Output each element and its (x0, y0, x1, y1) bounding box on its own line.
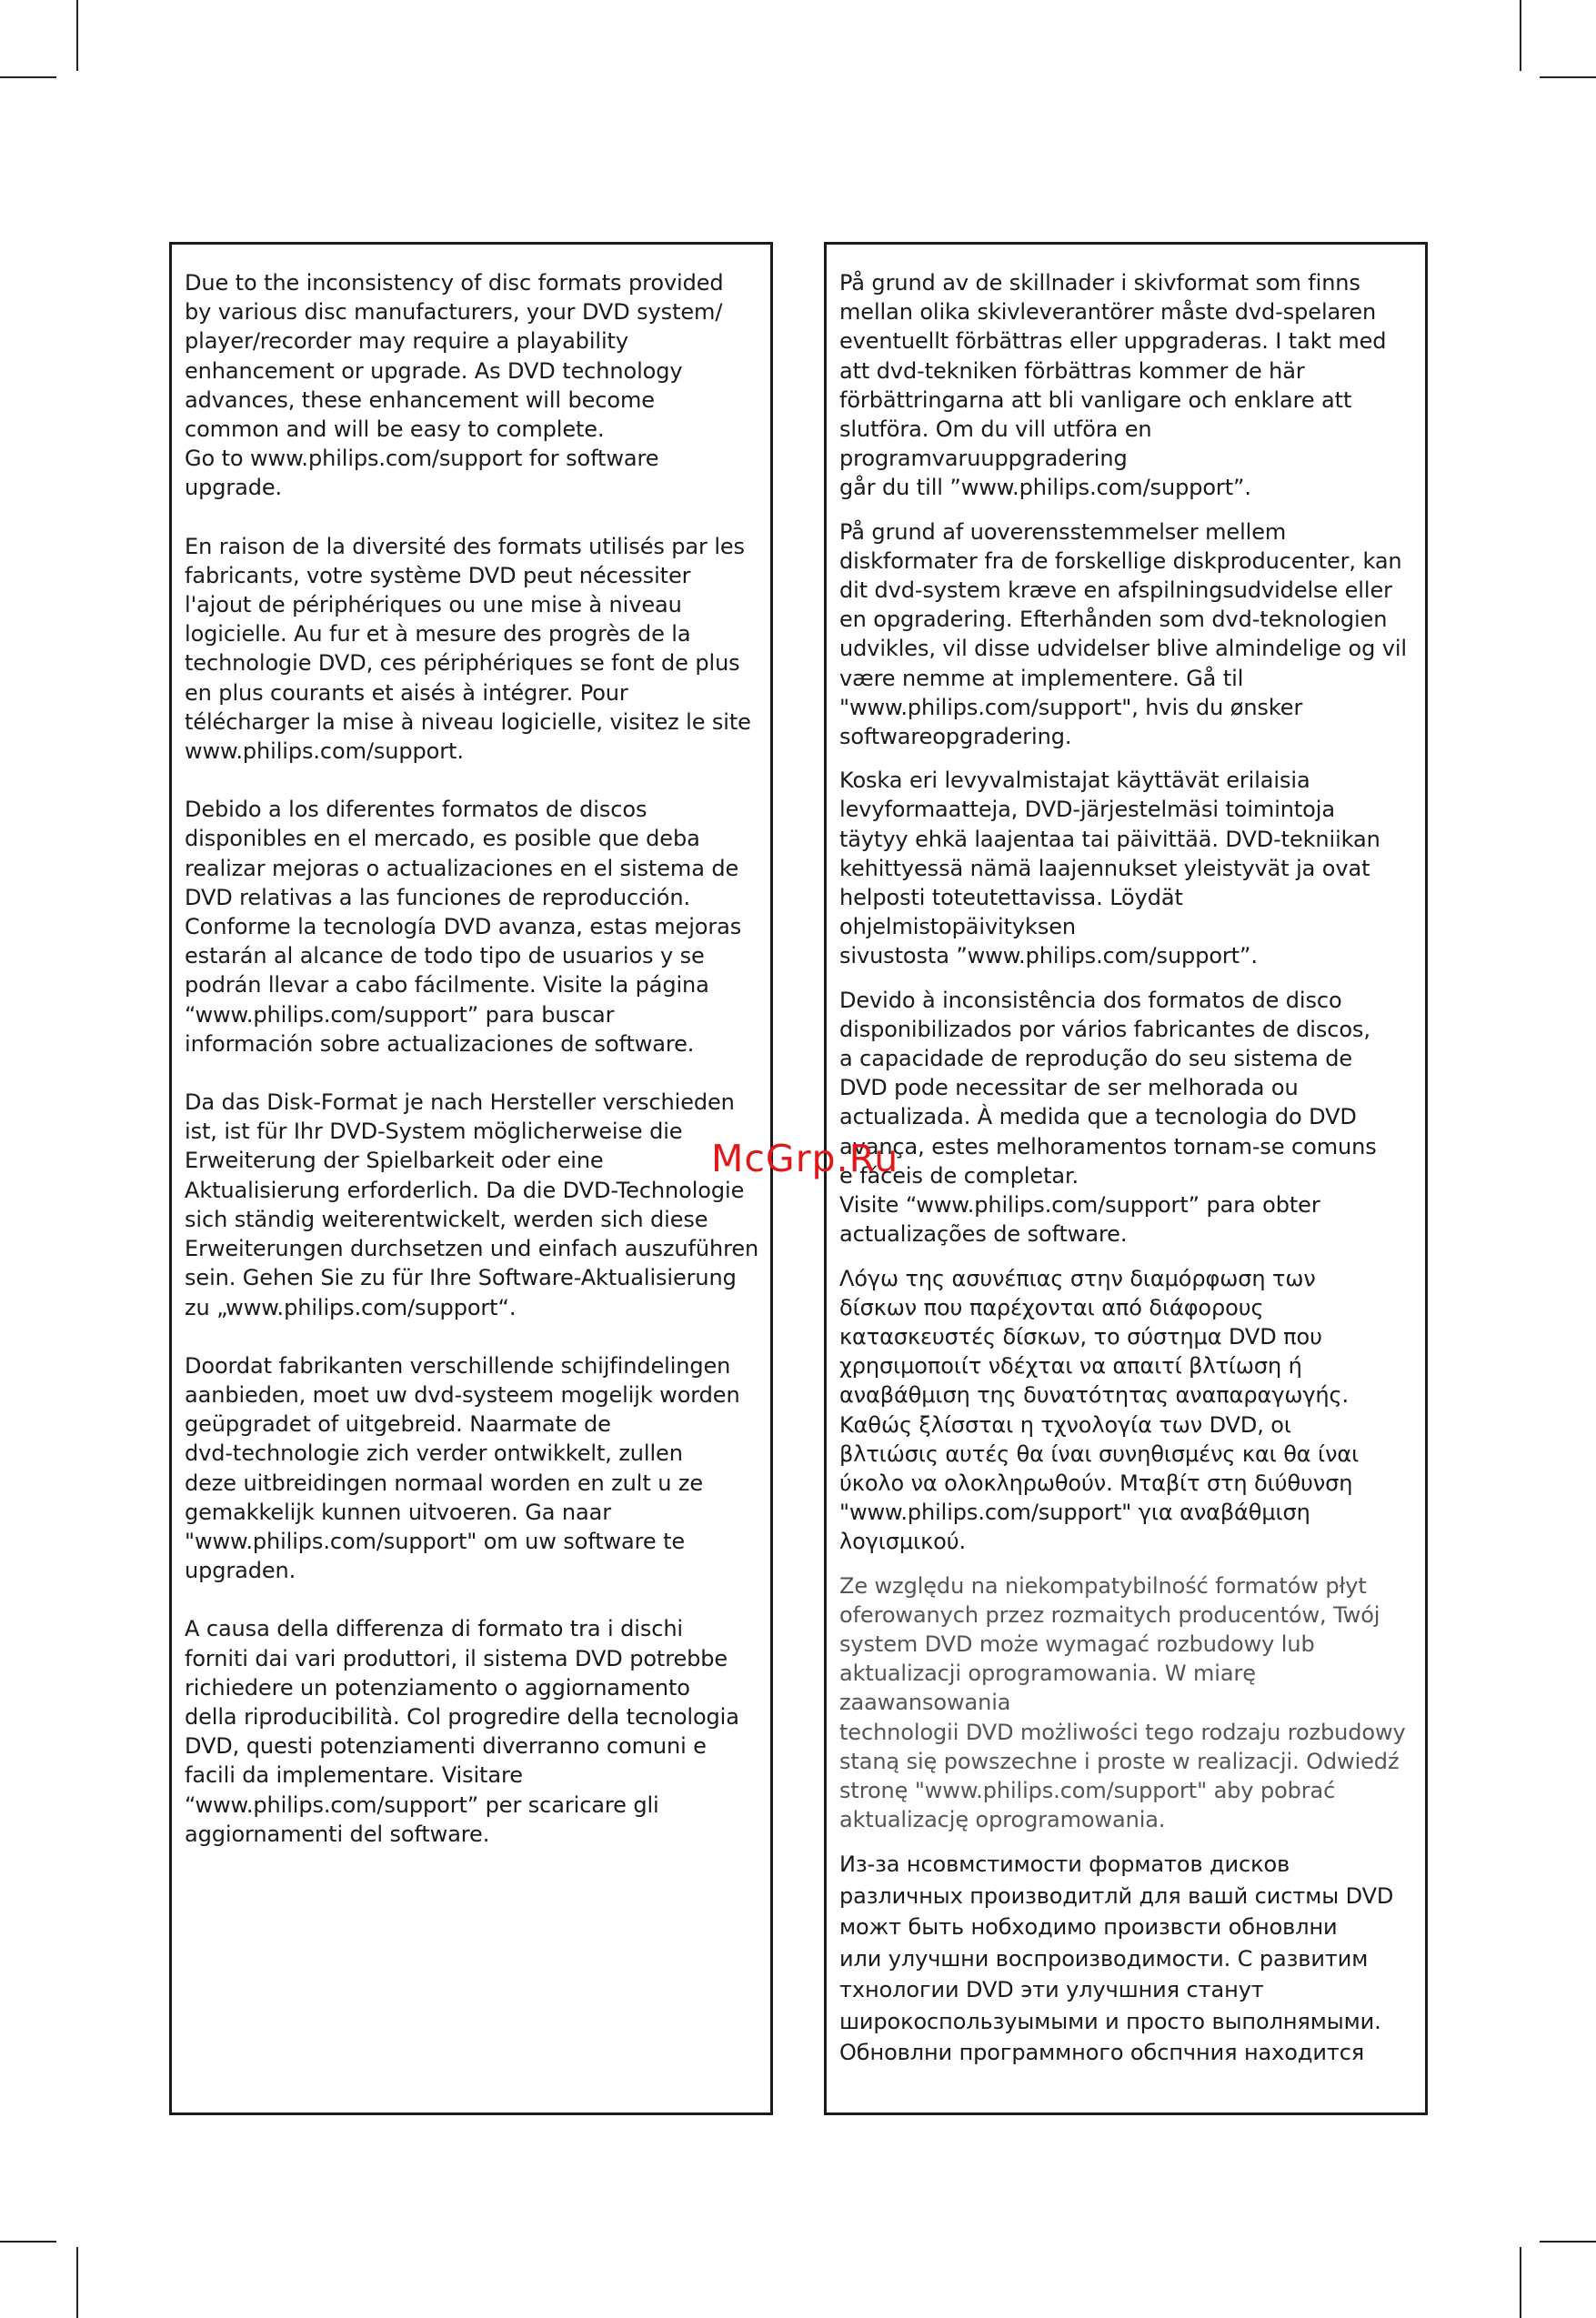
crop-mark (0, 76, 56, 78)
left-text-column (169, 242, 773, 2115)
watermark: McGrp.Ru (711, 1137, 899, 1180)
paragraph-danish: På grund af uoverensstemmelser mellem diskformater fra de forskellige diskproducenter, kan dit dvd-system kræve en afspilningsudvidelse eller en opgradering. Efterhånden som dvd-teknologien udvikles, vil disse udvidelser blive almindelige og vil være nemme at implementere. Gå til "www.philips.com/support", hvis du ønsker softwareopgradering. (839, 518, 1407, 750)
paragraph-spanish: Debido a los diferentes formatos de discos disponibles en el mercado, es posible que deba realizar mejoras o actualizaciones en el sistema de DVD relativas a las funciones de reproducción. Conforme la tecnología DVD avanza, estas mejoras estarán al alcance de todo tipo de usuarios y se podrán llevar a cabo fácilmente. Visite la página “www.philips.com/support” para buscar información sobre actualizaciones de software. (185, 797, 742, 1057)
paragraph-polish: Ze względu na niekompatybilność formatów płyt oferowanych przez rozmaitych producentów, Twój system DVD może wymagać rozbudowy lub aktualizacji oprogramowania. W miarę zaawansowania technologii DVD możliwości tego rodzaju rozbudowy staną się powszechne i proste w realizacji. Odwiedź stronę "www.philips.com/support" aby pobrać aktualizację oprogramowania. (839, 1572, 1406, 1833)
crop-mark (1540, 2241, 1596, 2243)
crop-mark (0, 2241, 56, 2243)
paragraph-dutch: Doordat fabrikanten verschillende schijfindelingen aanbieden, moet uw dvd-systeem mogelijk worden geüpgradet of uitgebreid. Naarmate de dvd-technologie zich verder ontwikkelt, zullen deze uitbreidingen normaal worden en zult u ze gemakkelijk kunnen uitvoeren. Ga naar "www.philips.com/support" om uw software te upgraden. (185, 1352, 740, 1584)
crop-mark (1520, 0, 1521, 71)
crop-mark (76, 2247, 78, 2318)
paragraph-finnish: Koska eri levyvalmistajat käyttävät erilaisia levyformaatteja, DVD-järjestelmäsi toimintoja täytyy ehkä laajentaa tai päivittää. DVD-tekniikan kehittyessä nämä laajennukset yleistyvät ja ovat helposti toteutettavissa. Löydät ohjelmistopäivityksen sivustosta ”www.philips.com/support”. (839, 768, 1380, 969)
paragraph-portuguese: Devido à inconsistência dos formatos de disco disponibilizados por vários fabricantes de discos, a capacidade de reprodução do seu sistema de DVD pode necessitar de ser melhorada ou actualizada. À medida que a tecnologia do DVD avança, estes melhoramentos tornam-se comuns e fáceis de completar. Visite “www.philips.com/support” para obter actualizações de software. (839, 987, 1377, 1248)
paragraph-greek: Λόγω της ασυνέπιας στην διαμόρφωση των δίσκων που παρέχονται από διάφορους κατασκευστές δίσκων, το σύστημα DVD που χρησιμοποιίτ νδέχται να απαιτί βλτίωση ή αναβάθμιση της δυνατότητας αναπαραγωγής. Καθώς ξλίσσται η τχνολογία των DVD, οι βλτιώσις αυτές θα ίναι συνηθισμένς και θα ίναι ύκολο να ολοκληρωθούν. Μταβίτ στη διύθυνση "www.philips.com/support" για αναβάθμιση λογισμικού. (839, 1265, 1360, 1555)
paragraph-italian: A causa della differenza di formato tra i dischi forniti dai vari produttori, il sistema DVD potrebbe richiedere un potenziamento o aggiornamento della riproducibilità. Col progredire della tecnologia DVD, questi potenziamenti diverranno comuni e facili da implementare. Visitare “www.philips.com/support” per scaricare gli aggiornamenti del software. (185, 1616, 739, 1847)
paragraph-german: Da das Disk-Format je nach Hersteller verschieden ist, ist für Ihr DVD-System möglicherweise die Erweiterung der Spielbarkeit oder eine Aktualisierung erforderlich. Da die DVD-Technologie sich ständig weiterentwickelt, werden sich diese Erweiterungen durchsetzen und einfach auszuführen sein. Gehen Sie zu für Ihre Software-Aktualisierung zu „www.philips.com/support“. (185, 1089, 759, 1320)
crop-mark (1540, 76, 1596, 78)
crop-mark (1520, 2247, 1521, 2318)
paragraph-english: Due to the inconsistency of disc formats provided by various disc manufacturers, your DVD system/ player/recorder may require a playability enhancement or upgrade. As DVD technology advances, these enhancement will become common and will be easy to complete. Go to www.philips.com/support for software upgrade. (185, 270, 724, 501)
paragraph-swedish: På grund av de skillnader i skivformat som finns mellan olika skivleverantörer måste dvd-spelaren eventuellt förbättras eller uppgraderas. I takt med att dvd-tekniken förbättras kommer de här förbättringarna att bli vanligare och enklare att slutföra. Om du vill utföra en programvaruuppgradering går du till ”www.philips.com/support”. (839, 270, 1387, 501)
crop-mark (76, 0, 78, 71)
paragraph-french: En raison de la diversité des formats utilisés par les fabricants, votre système DVD peut nécessiter l'ajout de périphériques ou une mise à niveau logicielle. Au fur et à mesure des progrès de la technologie DVD, ces périphériques se font de plus en plus courants et aisés à intégrer. Pour télécharger la mise à niveau logicielle, visitez le site www.philips.com/support. (185, 533, 751, 765)
paragraph-russian: Из-за нсовмстимости форматов дисков различных производитлй для вашй систмы DVD можт быть нобходимо произвсти обновлни или улучшни воспроизводимости. С развитим тхнологии DVD эти улучшния станут широкоспользуымыми и просто выполнямыми. Обновлни программного обспчния находится (839, 1851, 1394, 2066)
right-text-column (824, 242, 1428, 2115)
